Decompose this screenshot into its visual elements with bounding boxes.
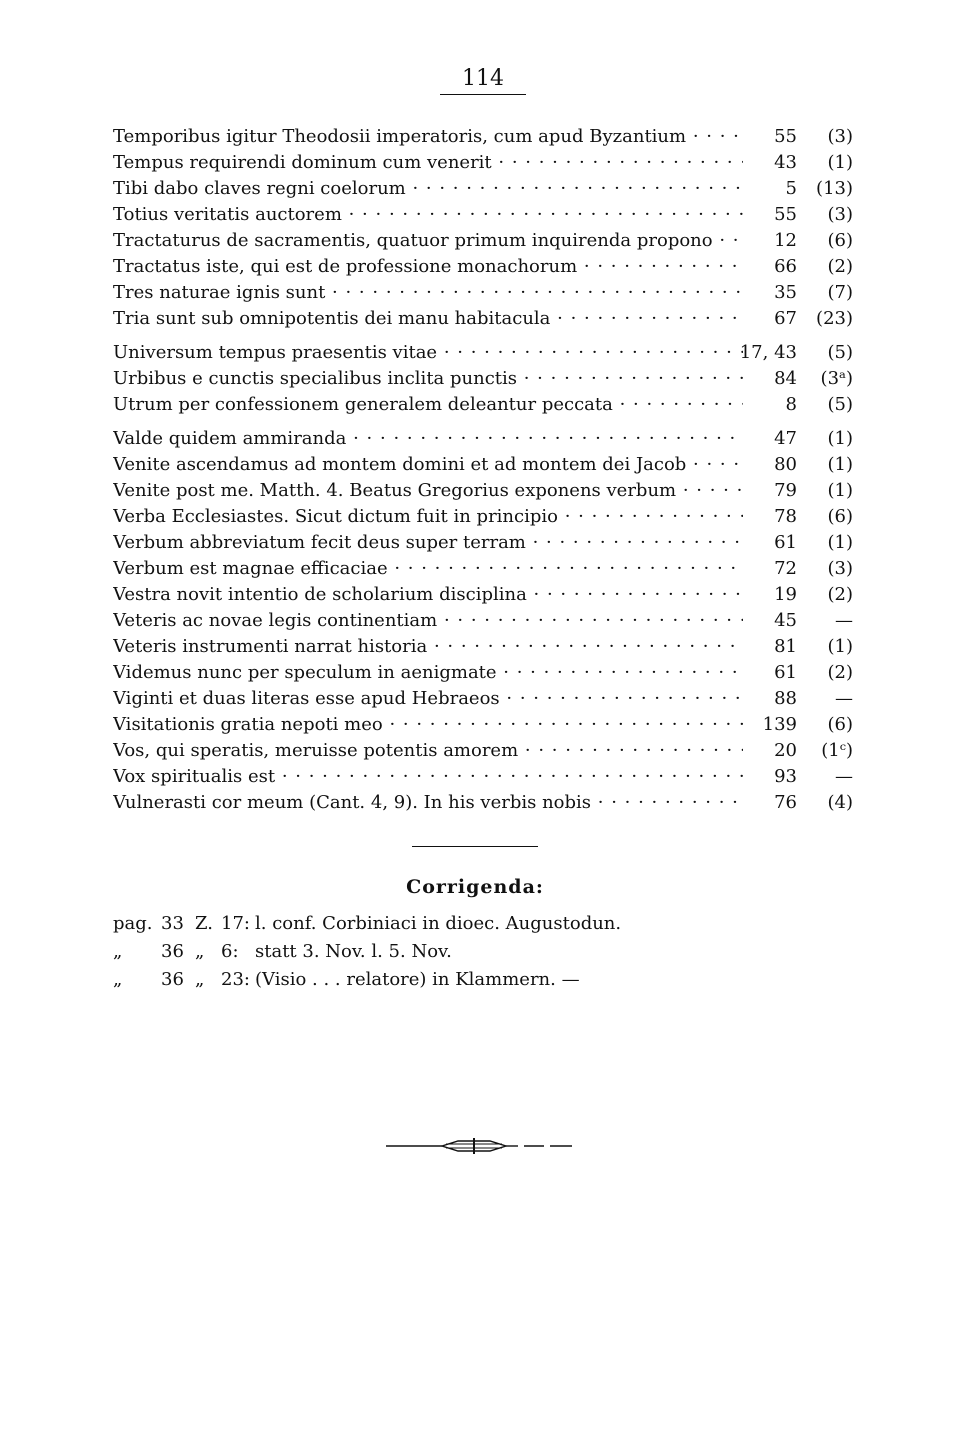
entry-text: Veteris instrumenti narrat historia · · · [113,634,743,660]
entry-text: Tractaturus de sacramentis, quatuor primum inquirenda propono · · · [113,228,743,254]
corrigenda-line [113,938,813,966]
index-entry [113,634,853,660]
corr-line-num: 6: [221,941,239,962]
entry-page: 81 [774,636,797,657]
entry-text: Tres naturae ignis sunt · · · [113,280,743,306]
entry-page: 45 [774,610,797,631]
entry-text: Verbum est magnae efficaciae · · · [113,556,743,582]
index-entry [113,426,853,452]
entry-ref: (6) [827,714,853,735]
corr-z: „ [195,969,205,990]
entry-text: Vox spiritualis est · · · [113,764,743,790]
entry-ref: (7) [827,282,853,303]
corr-text: statt 3. Nov. l. 5. Nov. [255,941,452,962]
entry-ref: (1) [827,480,853,501]
entry-ref: — [835,688,853,709]
entry-text: Visitationis gratia nepoti meo · · · [113,712,743,738]
corr-pag: „ [113,941,123,962]
index-group-t [113,124,853,332]
index-entry [113,738,853,764]
corr-line-num: 23: [221,969,250,990]
index-group-v [113,426,853,816]
entry-ref: (2) [827,662,853,683]
index-entry [113,280,853,306]
entry-text: Viginti et duas literas esse apud Hebraeos · · · [113,686,743,712]
entry-page: 5 [785,178,797,199]
end-ornament [386,1136,572,1156]
entry-ref: (13) [816,178,853,199]
entry-ref: (1ᶜ) [821,740,853,761]
index-entry [113,306,853,332]
entry-page: 72 [774,558,797,579]
corrigenda-line [113,910,813,938]
entry-ref: (3) [827,204,853,225]
entry-text: Venite post me. Matth. 4. Beatus Gregorius exponens verbum · · · [113,478,743,504]
entry-text: Tractatus iste, qui est de professione monachorum · · · [113,254,743,280]
corr-pag: „ [113,969,123,990]
corr-page-num: 33 [161,913,184,934]
corr-pag: pag. [113,913,153,934]
entry-page: 80 [774,454,797,475]
index-entry [113,392,853,418]
corr-text: l. conf. Corbiniaci in dioec. Augustodun. [255,913,622,934]
index-entry [113,228,853,254]
entry-page: 78 [774,506,797,527]
entry-text: Urbibus e cunctis specialibus inclita punctis · · · [113,366,743,392]
index-entry [113,340,853,366]
entry-ref: (1) [827,428,853,449]
entry-text: Totius veritatis auctorem · · · [113,202,743,228]
index-entry [113,660,853,686]
entry-page: 47 [774,428,797,449]
corrigenda-title: Corrigenda: [406,876,544,898]
corr-z: „ [195,941,205,962]
entry-ref: (6) [827,506,853,527]
entry-page: 66 [774,256,797,277]
entry-page: 55 [774,204,797,225]
entry-page: 61 [774,532,797,553]
index-entry [113,202,853,228]
entry-page: 76 [774,792,797,813]
entry-ref: (1) [827,636,853,657]
index-entry [113,452,853,478]
entry-text: Temporibus igitur Theodosii imperatoris, cum apud Byzantium · · · [113,124,743,150]
corrigenda-list [113,910,813,994]
entry-ref: (4) [827,792,853,813]
entry-page: 79 [774,480,797,501]
entry-page: 43 [774,152,797,173]
entry-text: Valde quidem ammiranda · · · [113,426,743,452]
entry-page: 8 [785,394,797,415]
entry-page: 93 [774,766,797,787]
entry-ref: (6) [827,230,853,251]
corr-page-num: 36 [161,941,184,962]
entry-page: 19 [774,584,797,605]
entry-ref: (3) [827,126,853,147]
entry-ref: (5) [827,394,853,415]
index-entry [113,790,853,816]
index-entry [113,582,853,608]
entry-text: Utrum per confessionem generalem deleantur peccata · · · [113,392,743,418]
entry-ref: — [835,610,853,631]
index-entry [113,712,853,738]
entry-page: 84 [774,368,797,389]
entry-page: 61 [774,662,797,683]
index-entry [113,366,853,392]
entry-text: Tempus requirendi dominum cum venerit · · · [113,150,743,176]
entry-page: 20 [774,740,797,761]
corr-line-num: 17: [221,913,250,934]
entry-text: Verba Ecclesiastes. Sicut dictum fuit in principio · · · [113,504,743,530]
entry-text: Tria sunt sub omnipotentis dei manu habitacula · · · [113,306,743,332]
entry-ref: — [835,766,853,787]
entry-text: Vulnerasti cor meum (Cant. 4, 9). In his verbis nobis · · · [113,790,743,816]
entry-text: Verbum abbreviatum fecit deus super terram · · · [113,530,743,556]
entry-text: Venite ascendamus ad montem domini et ad montem dei Jacob · · · [113,452,743,478]
entry-ref: (1) [827,152,853,173]
entry-text: Universum tempus praesentis vitae · · · [113,340,743,366]
index-entry [113,608,853,634]
entry-ref: (3ᵃ) [820,368,853,389]
index-entry [113,124,853,150]
entry-page: 88 [774,688,797,709]
entry-page: 139 [762,714,797,735]
entry-text: Videmus nunc per speculum in aenigmate · · · [113,660,743,686]
entry-ref: (1) [827,532,853,553]
entry-text: Vestra novit intentio de scholarium disciplina · · · [113,582,743,608]
entry-page: 35 [774,282,797,303]
index-entry [113,504,853,530]
index-entry [113,254,853,280]
entry-text: Vos, qui speratis, meruisse potentis amorem · · · [113,738,743,764]
index-entry [113,478,853,504]
index-entry [113,530,853,556]
entry-page: 55 [774,126,797,147]
entry-page: 17, 43 [739,342,797,363]
index-entry [113,686,853,712]
entry-page: 12 [774,230,797,251]
section-divider [412,846,538,847]
entry-ref: (1) [827,454,853,475]
index-entry [113,176,853,202]
page-number: 114 [440,66,526,95]
corr-z: Z. [195,913,213,934]
entry-ref: (5) [827,342,853,363]
index-entry [113,764,853,790]
index-entry [113,150,853,176]
index-group-u [113,340,853,418]
entry-ref: (3) [827,558,853,579]
corr-page-num: 36 [161,969,184,990]
entry-text: Veteris ac novae legis continentiam · · · [113,608,743,634]
corrigenda-line [113,966,813,994]
entry-ref: (23) [816,308,853,329]
entry-page: 67 [774,308,797,329]
incipit-index [113,124,853,824]
entry-ref: (2) [827,256,853,277]
entry-ref: (2) [827,584,853,605]
corr-text: (Visio . . . relatore) in Klammern. — [255,969,580,990]
entry-text: Tibi dabo claves regni coelorum · · · [113,176,743,202]
index-entry [113,556,853,582]
